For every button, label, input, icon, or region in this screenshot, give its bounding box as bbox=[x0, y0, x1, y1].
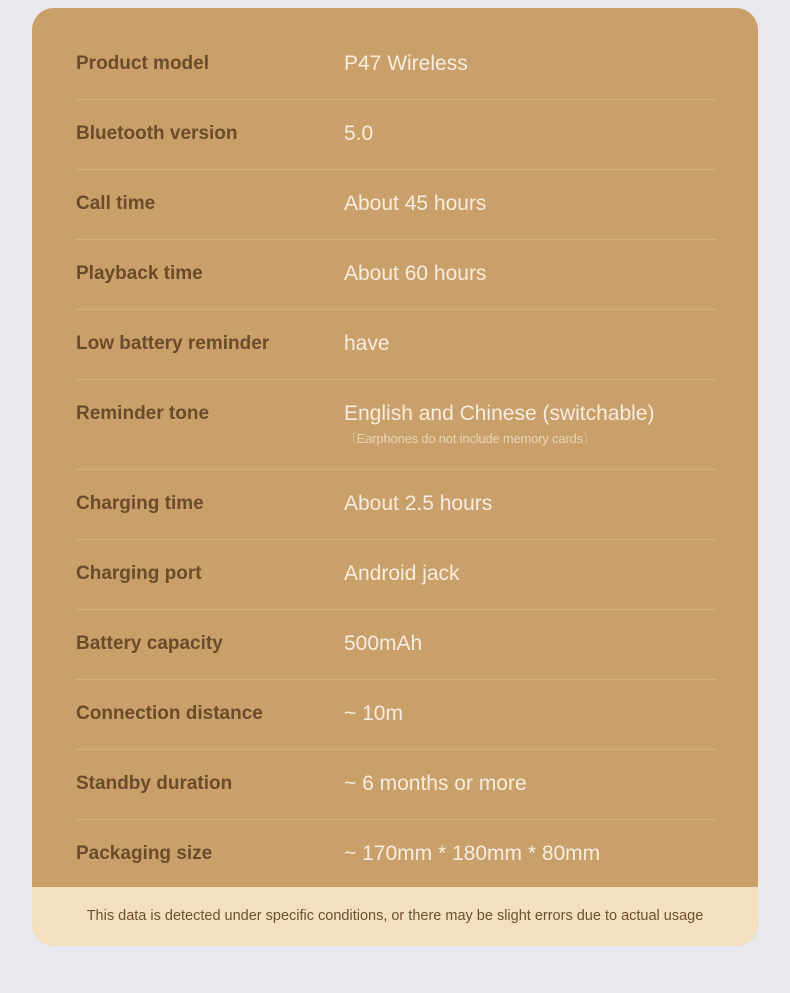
spec-value-cell bbox=[344, 380, 716, 469]
spec-label: Packaging size bbox=[76, 842, 213, 864]
spec-label: Reminder tone bbox=[76, 403, 210, 424]
table-row bbox=[76, 380, 716, 470]
table-row bbox=[76, 610, 716, 680]
spec-value: Android jack bbox=[344, 561, 460, 585]
spec-value: English and Chinese (switchable) bbox=[344, 402, 655, 425]
table-row bbox=[76, 820, 716, 890]
table-row bbox=[76, 310, 716, 380]
table-row bbox=[76, 240, 716, 310]
spec-value-cell bbox=[344, 240, 716, 308]
spec-value-cell bbox=[344, 540, 716, 608]
specification-table bbox=[76, 30, 716, 890]
table-row bbox=[76, 470, 716, 540]
spec-value: ~ 6 months or more bbox=[344, 771, 527, 795]
spec-value: P47 Wireless bbox=[344, 52, 468, 75]
spec-value: About 60 hours bbox=[344, 262, 487, 285]
spec-label: Product model bbox=[76, 53, 210, 74]
footer-disclaimer-text: This data is detected under specific conditions, or there may be slight errors due to actual usage bbox=[86, 907, 704, 924]
spec-label: Bluetooth version bbox=[76, 123, 238, 144]
spec-value-cell bbox=[344, 310, 716, 378]
spec-label: Low battery reminder bbox=[76, 333, 270, 354]
table-row bbox=[76, 680, 716, 750]
table-row bbox=[76, 540, 716, 610]
spec-label: Playback time bbox=[76, 263, 203, 284]
spec-value: About 45 hours bbox=[344, 192, 487, 215]
spec-value-cell bbox=[344, 820, 716, 888]
spec-value-cell bbox=[344, 30, 716, 98]
table-row bbox=[76, 30, 716, 100]
spec-label: Charging port bbox=[76, 562, 202, 584]
spec-label: Standby duration bbox=[76, 772, 233, 794]
footer-disclaimer-band bbox=[32, 887, 758, 946]
table-row bbox=[76, 750, 716, 820]
spec-value: have bbox=[344, 332, 390, 355]
spec-value-cell bbox=[344, 610, 716, 678]
spec-value-cell bbox=[344, 100, 716, 168]
spec-value: About 2.5 hours bbox=[344, 491, 493, 515]
spec-value: ~ 170mm * 180mm * 80mm bbox=[344, 841, 601, 865]
spec-value: ~ 10m bbox=[344, 701, 403, 725]
spec-value-cell bbox=[344, 470, 716, 538]
spec-value-cell bbox=[344, 170, 716, 238]
spec-value: 500mAh bbox=[344, 631, 423, 655]
specification-card bbox=[32, 8, 758, 946]
spec-value-cell bbox=[344, 750, 716, 818]
spec-value-note: 〔Earphones do not include memory cards〕 bbox=[344, 431, 596, 447]
table-row bbox=[76, 100, 716, 170]
spec-label: Call time bbox=[76, 193, 156, 214]
spec-value-cell bbox=[344, 680, 716, 748]
spec-label: Charging time bbox=[76, 492, 204, 514]
spec-label: Battery capacity bbox=[76, 632, 223, 654]
spec-value: 5.0 bbox=[344, 122, 374, 145]
spec-label: Connection distance bbox=[76, 702, 263, 724]
table-row bbox=[76, 170, 716, 240]
